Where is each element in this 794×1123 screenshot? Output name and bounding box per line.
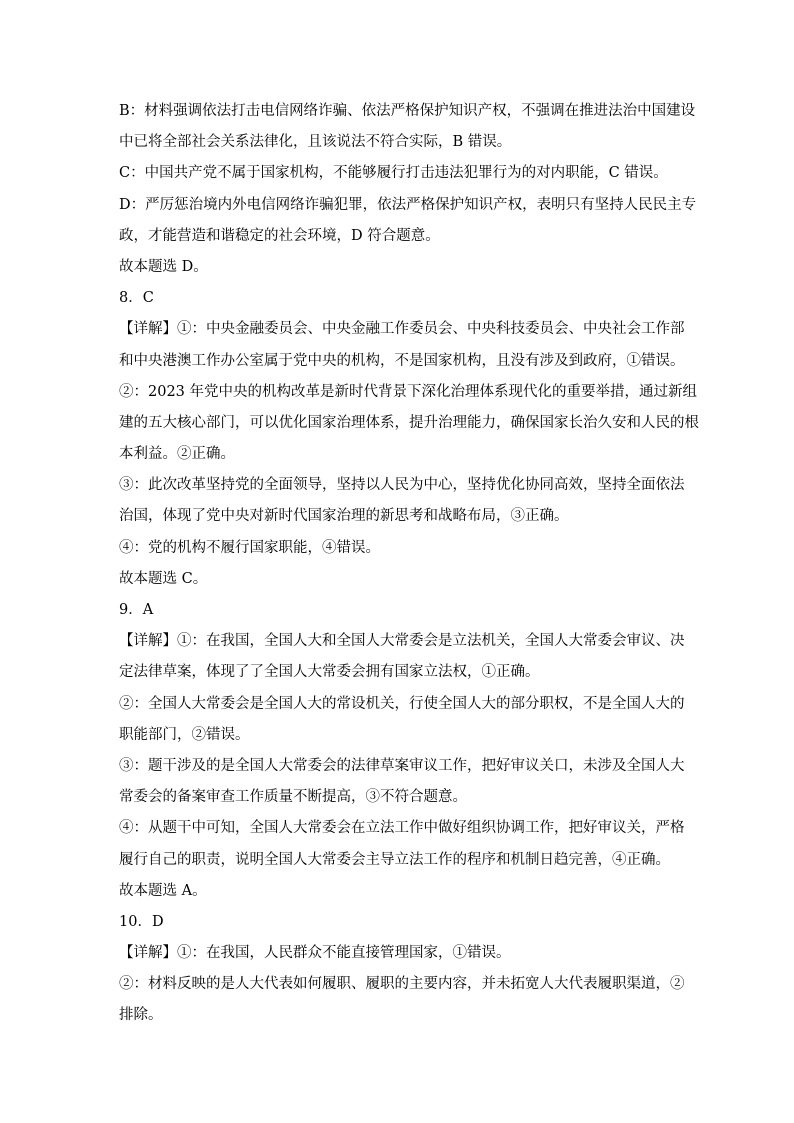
text-line: ③：此次改革坚持党的全面领导，坚持以人民为中心，坚持优化协同高效，坚持全面依法 [119,477,685,494]
text-line: 中已将全部社会关系法律化，且该说法不符合实际，B 错误。 [119,134,512,151]
text-line: 本利益。②正确。 [119,446,235,463]
text-line: B：材料强调依法打击电信网络诈骗、依法严格保护知识产权，不强调在推进法治中国建设 [119,103,696,119]
text-line: 定法律草案，体现了了全国人大常委会拥有国家立法权，①正确。 [119,664,540,681]
text-line: 【详解】①：在我国，人民群众不能直接管理国家，①错误。 [119,945,511,962]
text-line: 【详解】①：中央金融委员会、中央金融工作委员会、中央科技委员会、中央社会工作部 [119,321,685,338]
question-number: 9．A [119,602,154,618]
text-line: ④：从题干中可知，全国人大常委会在立法工作中做好组织协调工作，把好审议关，严格 [119,820,685,837]
text-line: 故本题选 A。 [119,882,207,899]
text-line: ②：材料反映的是人大代表如何履职、履职的主要内容，并未拓宽人大代表履职渠道，② [119,976,685,993]
text-line: 职能部门，②错误。 [119,726,250,743]
text-line: 和中央港澳工作办公室属于党中央的机构，不是国家机构，且没有涉及到政府，①错误。 [119,352,685,369]
document-body [119,96,699,1032]
text-line: 政，才能营造和谐稳定的社会环境，D 符合题意。 [119,227,440,244]
text-line: D：严厉惩治境内外电信网络诈骗犯罪，依法严格保护知识产权，表明只有坚持人民民主专 [119,196,697,213]
text-line: 建的五大核心部门，可以优化国家治理体系，提升治理能力，确保国家长治久安和人民的根 [119,414,699,431]
text-line: 治国，体现了党中央对新时代国家治理的新思考和战略布局，③正确。 [119,508,569,525]
text-line: 常委会的备案审查工作质量不断提高，③不符合题意。 [119,789,467,806]
text-line: 故本题选 D。 [119,258,208,275]
text-line: ④：党的机构不履行国家职能，④错误。 [119,539,380,556]
question-number: 8．C [119,290,154,307]
text-line: 排除。 [119,1007,163,1024]
text-line: ②：全国人大常委会是全国人大的常设机关，行使全国人大的部分职权，不是全国人大的 [119,695,685,712]
question-number: 10．D [119,913,164,930]
text-line: 【详解】①：在我国，全国人大和全国人大常委会是立法机关，全国人大常委会审议、决 [119,633,685,650]
text-line: ③：题干涉及的是全国人大常委会的法律草案审议工作，把好审议关口，未涉及全国人大 [119,757,685,774]
text-line: 故本题选 C。 [119,570,208,587]
text-line: 履行自己的职责，说明全国人大常委会主导立法工作的程序和机制日趋完善，④正确。 [119,851,670,868]
text-line: C：中国共产党不属于国家机构，不能够履行打击违法犯罪行为的对内职能，C 错误。 [119,165,668,182]
text-line: ②：2023 年党中央的机构改革是新时代背景下深化治理体系现代化的重要举措，通过新组 [119,383,698,400]
